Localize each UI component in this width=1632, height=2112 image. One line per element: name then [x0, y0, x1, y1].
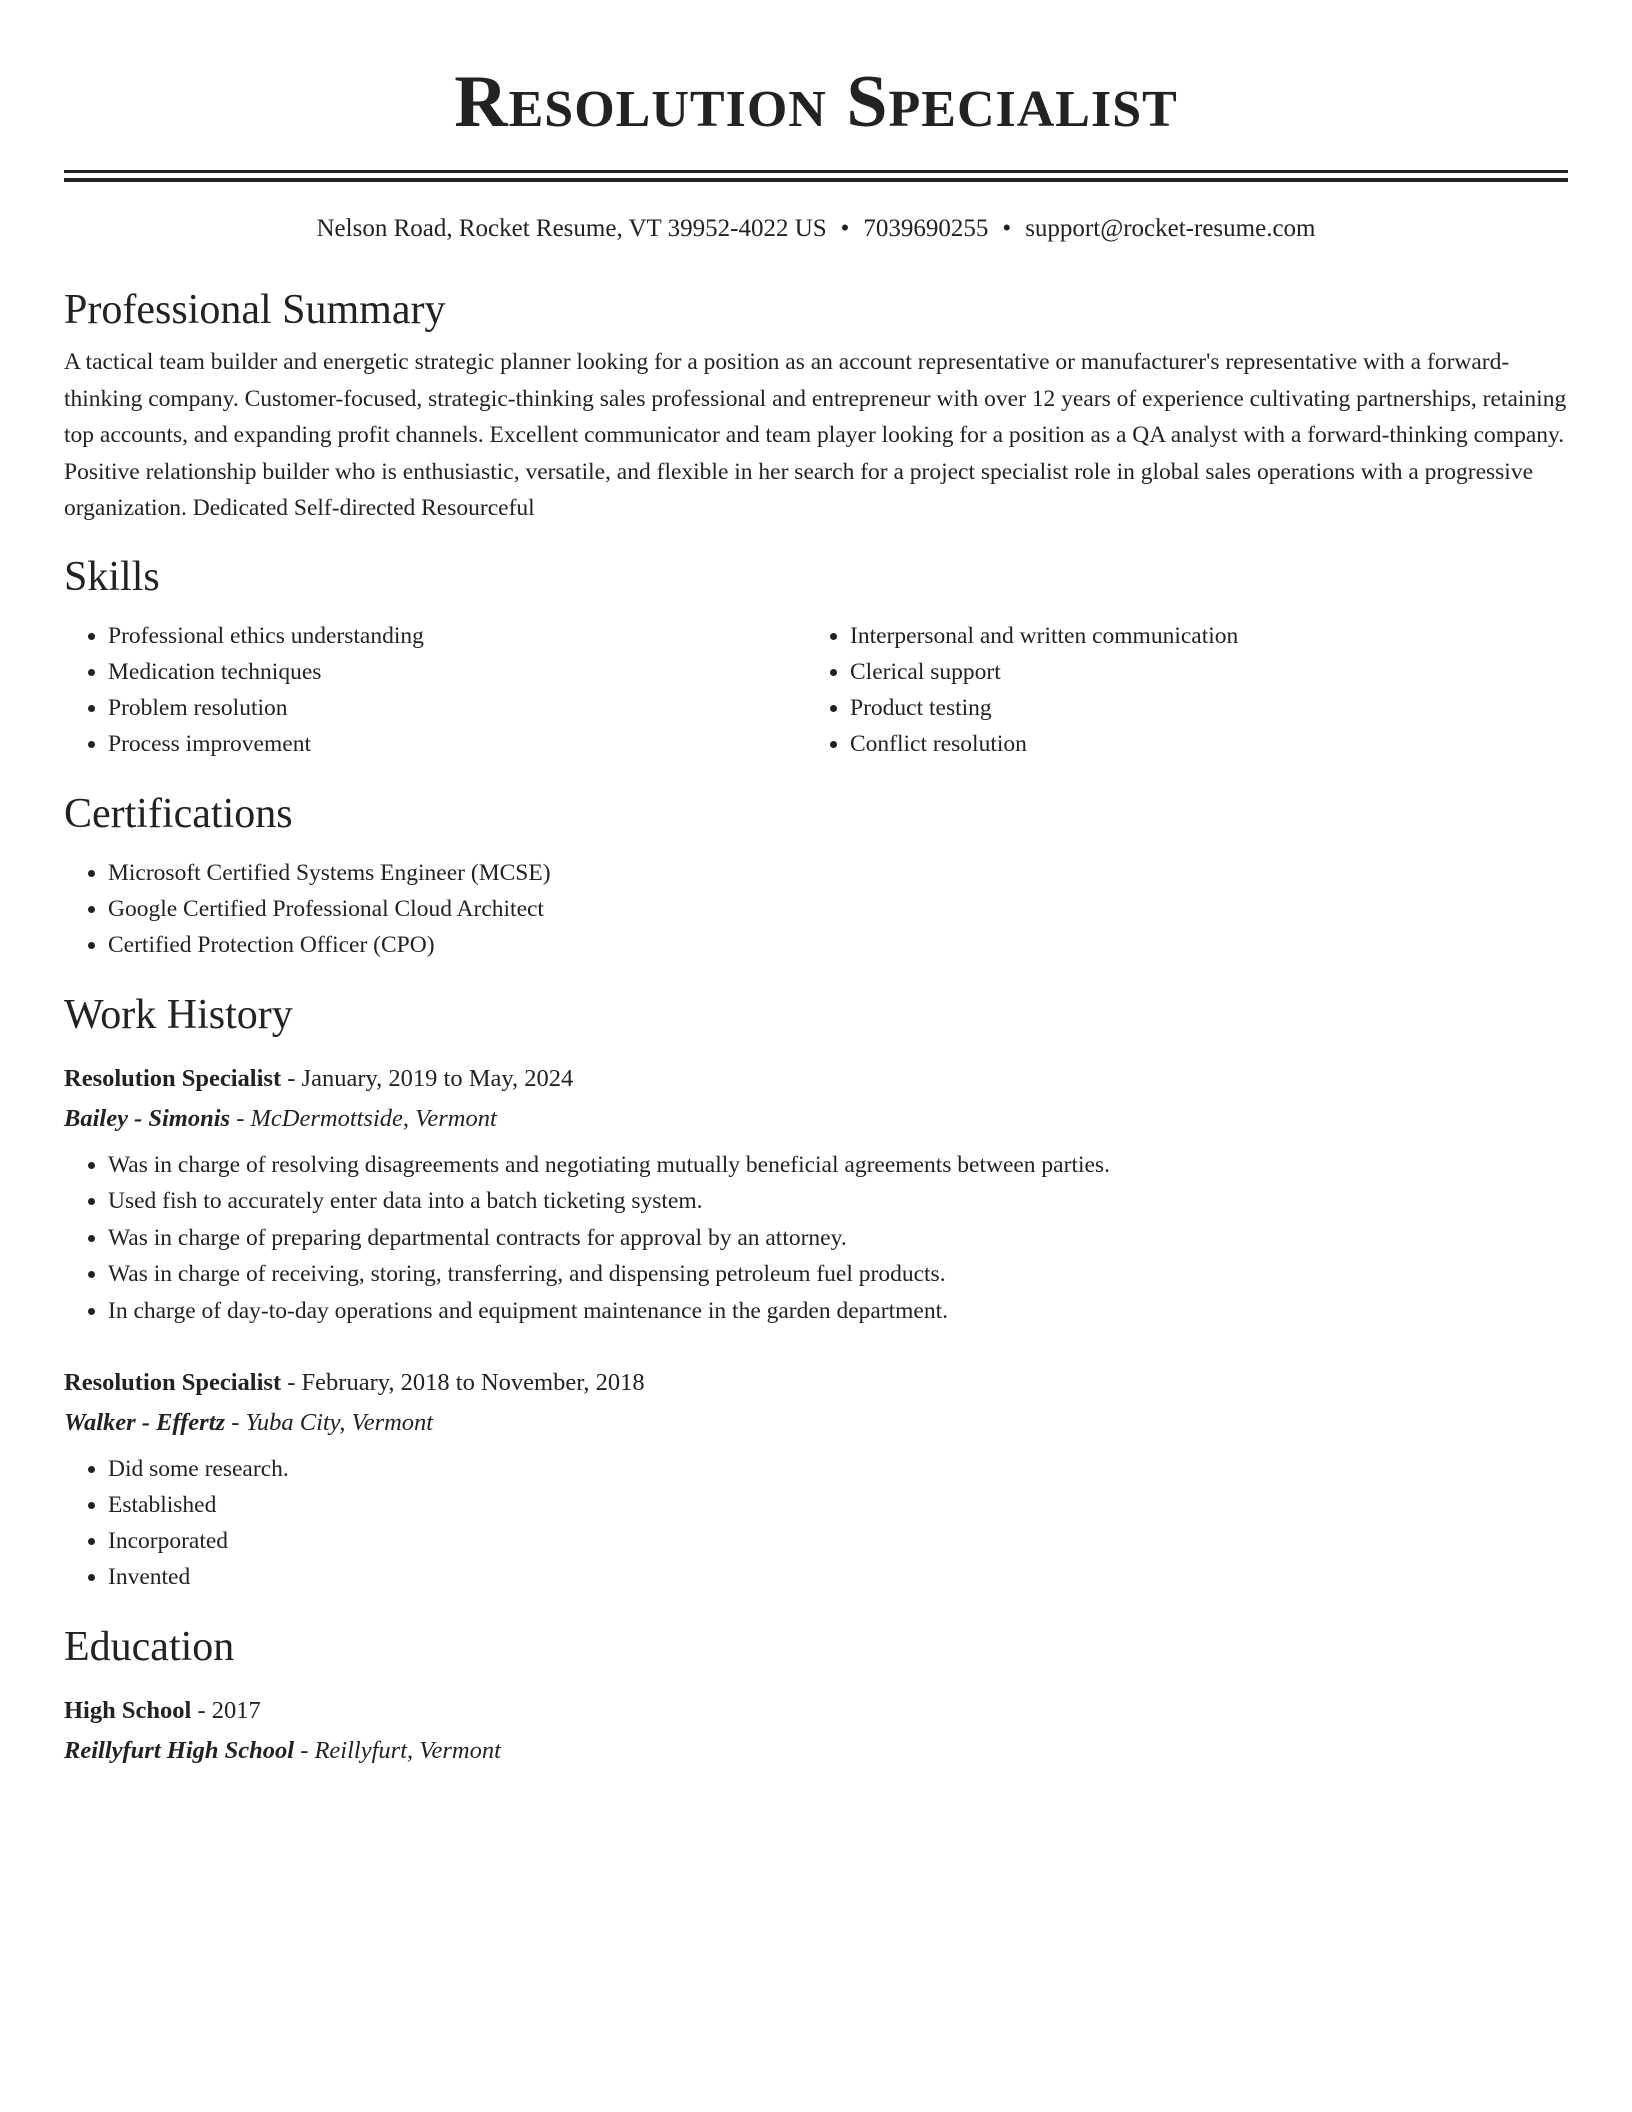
summary-heading: Professional Summary — [64, 287, 446, 333]
skill-item: • Professional ethics understanding — [108, 618, 806, 654]
contact-email: support@rocket-resume.com — [1025, 215, 1316, 242]
certification-item: • Certified Protection Officer (CPO) — [108, 927, 1568, 963]
job-duty-item: • Was in charge of preparing departmental contracts for approval by an attorney. — [108, 1220, 1568, 1257]
contact-phone: 7039690255 — [863, 215, 989, 242]
skill-item: • Medication techniques — [108, 654, 806, 690]
skills-list-left — [64, 618, 806, 762]
skills-grid — [64, 618, 1568, 762]
contact-separator: • — [840, 215, 850, 242]
job-duty-item: • Used fish to accurately enter data into a batch ticketing system. — [108, 1183, 1568, 1220]
education-school-line — [64, 1733, 1568, 1769]
resume-title: Resolution Specialist — [454, 61, 1178, 143]
contact-line — [64, 212, 1568, 246]
job-location: - McDermottside, Vermont — [230, 1104, 497, 1132]
job-duty-item: • In charge of day-to-day operations and equipment maintenance in the garden department. — [108, 1293, 1568, 1330]
education-school: Reillyfurt High School — [64, 1737, 295, 1764]
skill-item: • Conflict resolution — [850, 726, 1548, 762]
job-duty-item: • Incorporated — [108, 1523, 1568, 1559]
job-company-line — [64, 1101, 1568, 1137]
title-double-rule — [64, 170, 1568, 182]
skill-item: • Problem resolution — [108, 690, 806, 726]
education-degree: High School — [64, 1697, 192, 1724]
job-location: - Yuba City, Vermont — [225, 1409, 434, 1436]
job-duty-item: • Invented — [108, 1559, 1568, 1595]
job-duty-item: • Did some research. — [108, 1451, 1568, 1487]
job-duty-item: • Established — [108, 1487, 1568, 1523]
job-company: Bailey - Simonis — [64, 1104, 231, 1132]
education-degree-line — [64, 1693, 1568, 1729]
job-dates: - February, 2018 to November, 2018 — [281, 1369, 645, 1396]
education-year: - 2017 — [191, 1697, 261, 1724]
skill-item: • Interpersonal and written communication — [850, 618, 1548, 654]
skills-column-left — [64, 618, 806, 762]
job-duty-item: • Was in charge of resolving disagreements and negotiating mutually beneficial agreements between parties. — [108, 1147, 1568, 1184]
education-location: - Reillyfurt, Vermont — [294, 1737, 501, 1764]
job-title: Resolution Specialist — [64, 1369, 282, 1396]
summary-text: A tactical team builder and energetic strategic planner looking for a position as an account representative or manufacturer's representative with a forward-thinking company. Customer-focused, strategic-thinking sales professional and entrepreneur with over 12 years of experience cultivating partnerships, retaining top accounts, and expanding profit channels. Excellent communicator and team player looking for a position as a QA analyst with a forward-thinking company. Positive relationship builder who is enthusiastic, versatile, and flexible in her search for a project specialist role in global sales operations with a progressive organization. Dedicated Self-directed Resourceful — [64, 349, 1567, 521]
job-dates: - January, 2019 to May, 2024 — [281, 1064, 574, 1092]
certifications-heading: Certifications — [64, 790, 293, 837]
contact-separator: • — [1002, 215, 1012, 242]
skill-item: • Product testing — [850, 690, 1548, 726]
job-duties-list — [64, 1451, 1568, 1595]
skills-heading: Skills — [64, 553, 160, 600]
job-title-line — [64, 1061, 1568, 1097]
job-title: Resolution Specialist — [64, 1064, 282, 1092]
skill-item: • Process improvement — [108, 726, 806, 762]
skills-list-right — [806, 618, 1548, 762]
skill-item: • Clerical support — [850, 654, 1548, 690]
certifications-list — [64, 855, 1568, 963]
job-company: Walker - Effertz — [64, 1409, 226, 1436]
certification-item: • Microsoft Certified Systems Engineer (MCSE) — [108, 855, 1568, 891]
skills-column-right — [806, 618, 1548, 762]
contact-address: Nelson Road, Rocket Resume, VT 39952-4022 US — [316, 215, 827, 242]
education-heading: Education — [64, 1624, 235, 1670]
work-history-heading: Work History — [64, 991, 293, 1038]
job-company-line — [64, 1405, 1568, 1441]
job-duty-item: • Was in charge of receiving, storing, transferring, and dispensing petroleum fuel products. — [108, 1256, 1568, 1293]
certification-item: • Google Certified Professional Cloud Architect — [108, 891, 1568, 927]
job-duties-list — [64, 1147, 1568, 1330]
job-title-line — [64, 1365, 1568, 1401]
